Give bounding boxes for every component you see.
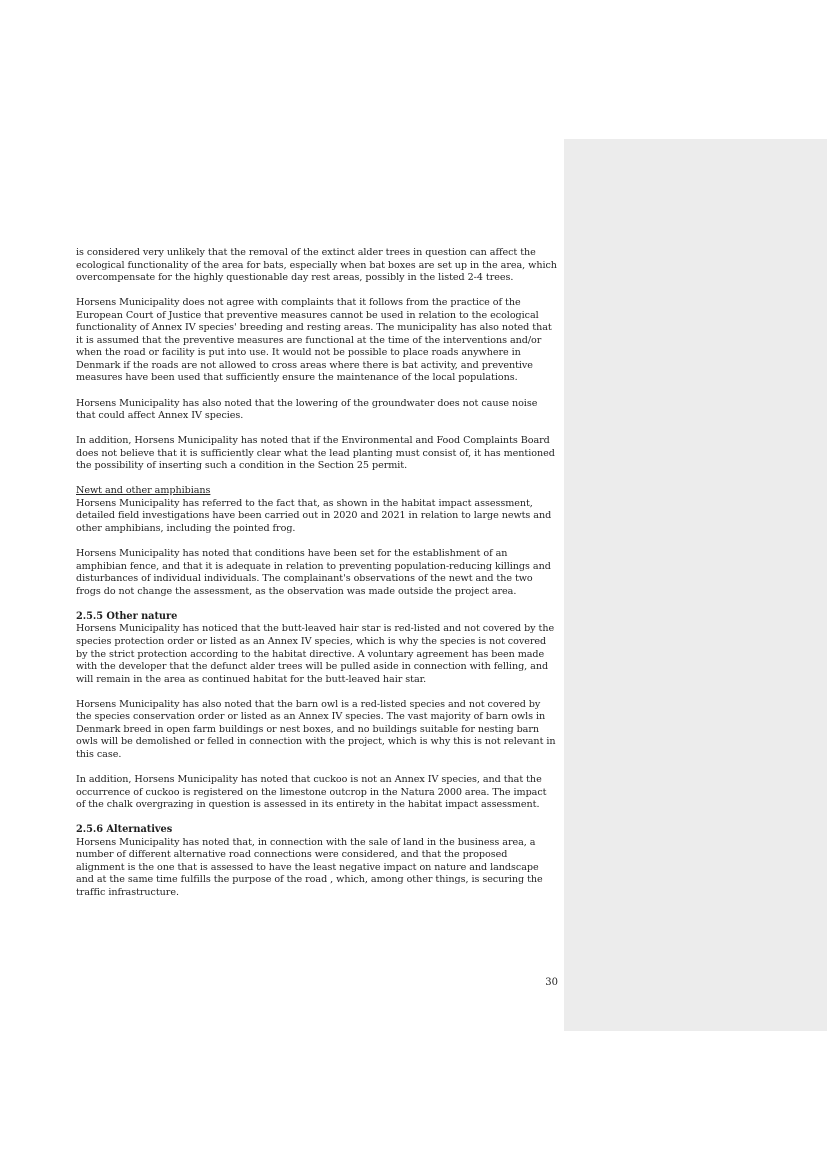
paragraph-amphibian-fence: Horsens Municipality has noted that conditions have been set for the establishment of an amphibian fence, and that it is adequate in relation to preventing population-reducing killings and disturbances of individual individuals. The complainant's observations of the newt and the two frogs do not change the assessment, as the observation was made outside the project area. [76,548,551,597]
paragraph-preventive-measures: Horsens Municipality does not agree with complaints that it follows from the practice of the European Court of Justice that preventive measures cannot be used in relation to the ecological functionality of Annex IV species' breeding and resting areas. The municipality has also noted that it is assumed that the preventive measures are functional at the time of the interventions and/or when the road or facility is put into use. It would not be possible to place roads anywhere in Denmark if the roads are not allowed to cross areas where there is bat activity, and preventive measures have been used that sufficiently ensure the maintenance of the local populations. [76,297,552,384]
subheading-newt-amphibians: Newt and other amphibians [76,485,211,497]
paragraph-hair-star: Horsens Municipality has noticed that the butt-leaved hair star is red-listed and not covered by the species protection order or listed as an Annex IV species, which is why the species is not covered by the strict protection according to the habitat directive. A voluntary agreement has been made with the developer that the defunct alder trees will be pulled aside in connection with felling, and will remain in the area as continued habitat for the butt-leaved hair star. [76,623,555,685]
comment-margin-panel [564,139,827,1031]
paragraph-cuckoo: In addition, Horsens Municipality has noted that cuckoo is not an Annex IV species, and that the occurrence of cuckoo is registered on the limestone outcrop in the Natura 2000 area. The impact of the chalk overgrazing in question is assessed in its entirety in the habitat impact assessment. [76,773,547,811]
paragraph-alternatives: Horsens Municipality has noted that, in connection with the sale of land in the business area, a number of different alternative road connections were considered, and that the proposed alignment is the one that is assessed to have the least negative impact on nature and landscape and at the same time fulfills the purpose of the road , which, among other things, is securing the traffic infrastructure. [76,836,543,898]
section-heading-alternatives: 2.5.6 Alternatives [76,824,173,836]
paragraph-bat-trees: is considered very unlikely that the removal of the extinct alder trees in question can affect the ecological functionality of the area for bats, especially when bat boxes are set up in the area, which overcompensate for the highly questionable day rest areas, possibly in the listed 2-4 trees. [76,247,557,284]
section-heading-other-nature: 2.5.5 Other nature [76,610,178,622]
document-body [76,247,558,912]
paragraph-field-investigations: Horsens Municipality has referred to the fact that, as shown in the habitat impact assessment, detailed field investigations have been carried out in 2020 and 2021 in relation to large newts and other amphibians, including the pointed frog. [76,497,552,535]
paragraph-barn-owl: Horsens Municipality has also noted that the barn owl is a red-listed species and not covered by the species conservation order or listed as an Annex IV species. The vast majority of barn owls in Denmark breed in open farm buildings or nest boxes, and no buildings suitable for nesting barn owls will be demolished or felled in connection with the project, which is why this is not relevant in this case. [76,698,556,760]
page-number: 30 [545,977,558,988]
paragraph-groundwater: Horsens Municipality has also noted that the lowering of the groundwater does not cause noise that could affect Annex IV species. [76,397,538,422]
paragraph-lead-planting: In addition, Horsens Municipality has noted that if the Environmental and Food Complaints Board does not believe that it is sufficiently clear what the lead planting must consist of, it has mentioned the possibility of inserting such a condition in the Section 25 permit. [76,435,555,472]
